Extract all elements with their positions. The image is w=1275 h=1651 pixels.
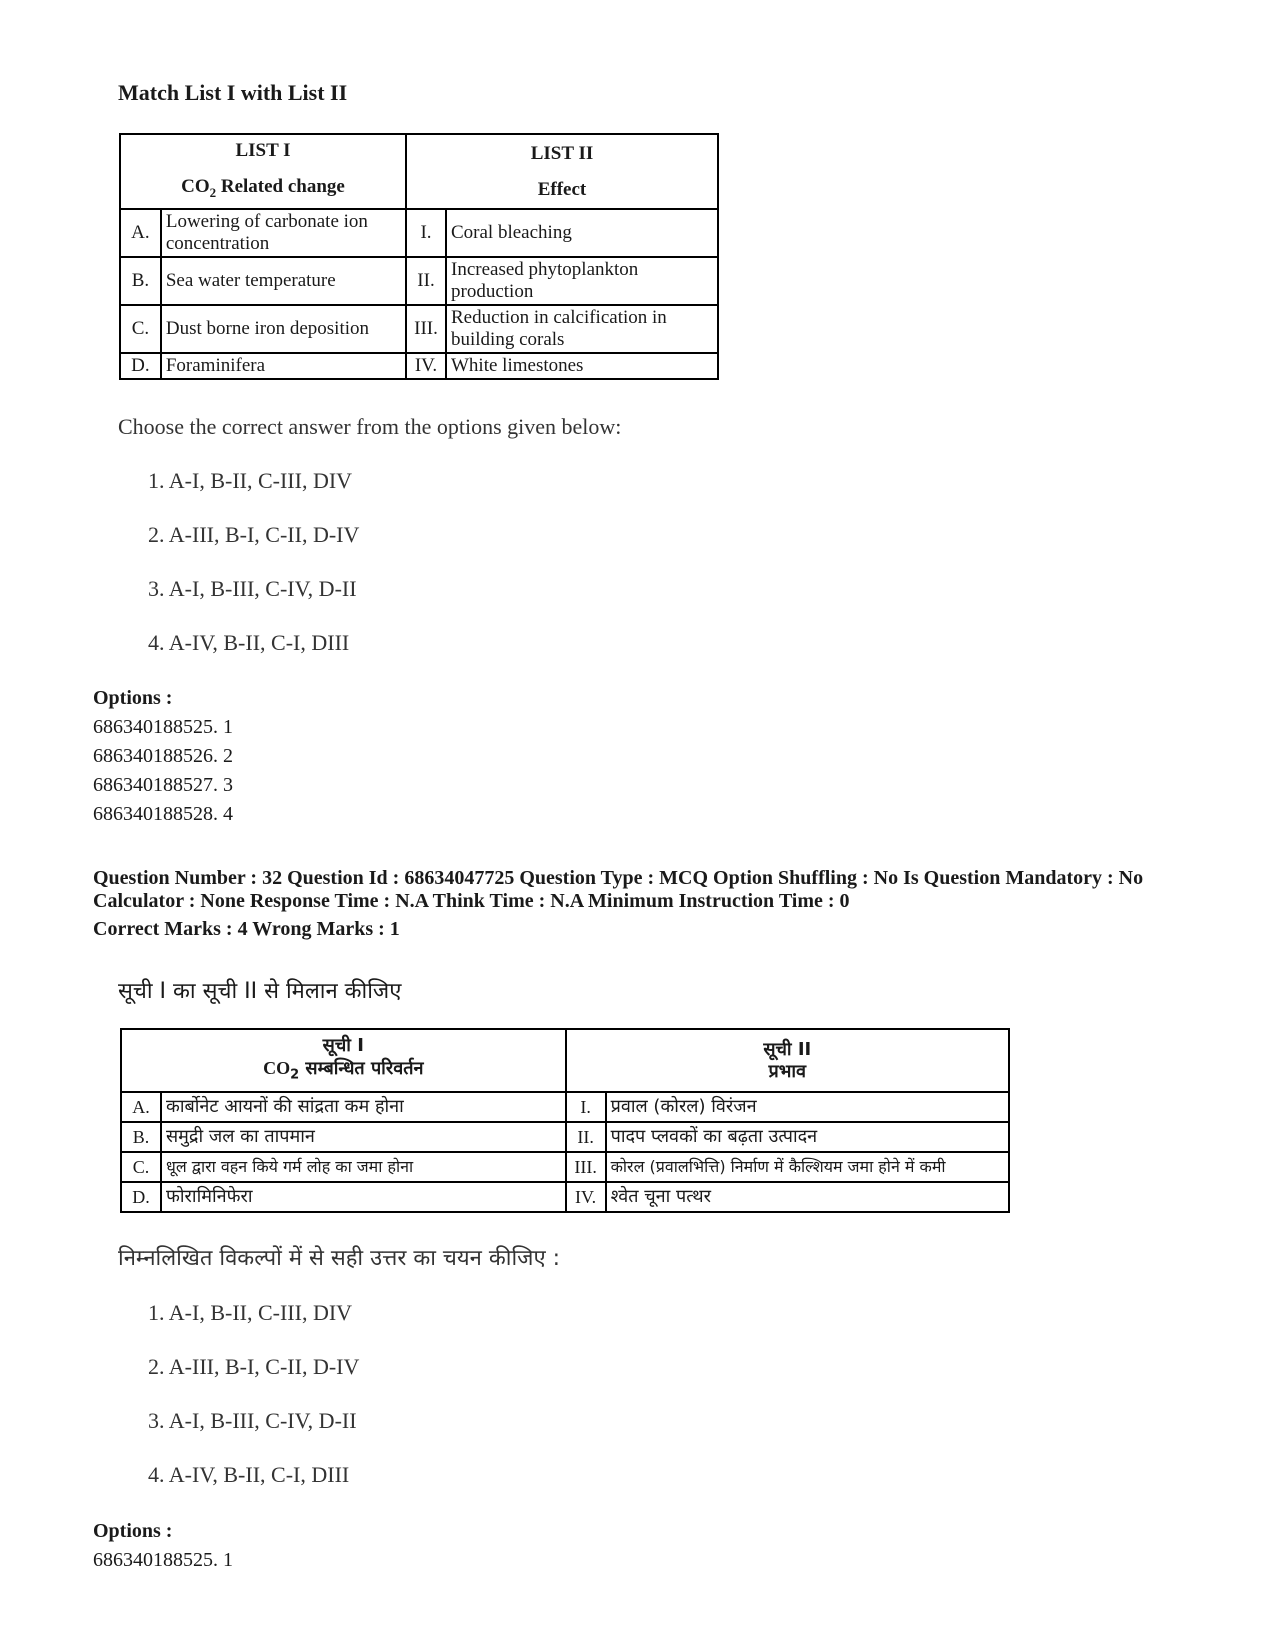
q1-row-c-item: Dust borne iron deposition [161,305,406,353]
table-row [121,1122,1009,1152]
q2-row-ii-item: पादप प्लवकों का बढ़ता उत्पादन [606,1122,1009,1152]
table-row [121,1092,1009,1122]
q2-row-i-key: I. [566,1092,606,1122]
table-row [121,1182,1009,1212]
q1-list2-title: LIST II [530,142,594,164]
q2-answer-1: 1. A-I, B-II, C-III, DIV [148,1300,353,1325]
q1-answer-2: 2. A-III, B-I, C-II, D-IV [148,522,360,547]
q1-row-ii-item: Increased phytoplankton production [446,257,718,305]
q2-row-iii-item: कोरल (प्रवालभित्ति) निर्माण में कैल्शियम जमा होने में कमी [606,1152,1009,1182]
q1-list2-subtitle: Effect [537,178,587,200]
q1-row-iv-key: IV. [406,353,446,379]
q2-row-iv-item: श्वेत चूना पत्थर [606,1182,1009,1212]
q2-row-iv-key: IV. [566,1182,606,1212]
q1-row-a-item: Lowering of carbonate ion concentration [161,209,406,257]
q1-answer-3: 3. A-I, B-III, C-IV, D-II [148,576,357,601]
q2-instruction: निम्नलिखित विकल्पों में से सही उत्तर का चयन कीजिए : [118,1246,561,1271]
q1-list2-header [406,134,718,209]
q1-instruction: Choose the correct answer from the options given below: [118,414,622,439]
q1-answer-4: 4. A-IV, B-II, C-I, DIII [148,630,350,655]
q2-list2-subtitle: प्रभाव [768,1060,807,1082]
q1-list1-header: LIST I $CO_2$ Related change [120,134,406,209]
q2-row-d-item: फोरामिनिफेरा [161,1182,566,1212]
q1-row-b-item: Sea water temperature [161,257,406,305]
q1-list1-co: CO [181,175,210,197]
q1-match-table [119,133,719,380]
q2-list1-title: सूची I [322,1034,364,1056]
q1-answer-1: 1. A-I, B-II, C-III, DIV [148,468,353,493]
q1-row-iii-key: III. [406,305,446,353]
q2-row-c-item: धूल द्वारा वहन किये गर्म लोह का जमा होना [161,1152,566,1182]
q2-row-b-item: समुद्री जल का तापमान [161,1122,566,1152]
table-row [120,305,718,353]
q1-row-a-key: A. [120,209,161,257]
table-row [120,257,718,305]
table-row [121,1152,1009,1182]
q2-answer-2: 2. A-III, B-I, C-II, D-IV [148,1354,360,1379]
q1-options-label: Options : [93,687,173,709]
q2-heading: सूची I का सूची II से मिलान कीजिए [118,979,402,1004]
q1-row-b-key: B. [120,257,161,305]
q1-row-ii-key: II. [406,257,446,305]
q1-row-iv-item: White limestones [446,353,718,379]
q2-list1-header: सूची I $CO_2$ सम्बन्धित परिवर्तन [121,1029,566,1092]
q2-row-i-item: प्रवाल (कोरल) विरंजन [606,1092,1009,1122]
question-meta [93,867,1203,941]
q1-heading: Match List I with List II [118,80,348,105]
q1-list1-title: LIST I [235,139,291,161]
q2-row-ii-key: II. [566,1122,606,1152]
q1-row-i-key: I. [406,209,446,257]
q1-row-d-key: D. [120,353,161,379]
question-meta-line1: Question Number : 32 Question Id : 68634047725 Question Type : MCQ Option Shuffling : No Is Question Mandatory : No Calculator : None Response Time : N.A Think Time : N.A Minimum Instruction Time : 0 [93,867,1144,912]
q2-list1-subtitle: सम्बन्धित परिवर्तन [299,1057,424,1079]
q2-answer-3: 3. A-I, B-III, C-IV, D-II [148,1408,357,1433]
q1-row-i-item: Coral bleaching [446,209,718,257]
q2-options-label: Options : [93,1520,173,1542]
table-row [120,353,718,379]
q2-row-d-key: D. [121,1182,161,1212]
q1-row-c-key: C. [120,305,161,353]
q2-row-iii-key: III. [566,1152,606,1182]
q2-answer-4: 4. A-IV, B-II, C-I, DIII [148,1462,350,1487]
q2-option-1: 686340188525. 1 [93,1549,233,1571]
q2-row-a-item: कार्बोनेट आयनों की सांद्रता कम होना [161,1092,566,1122]
q1-option-2: 686340188526. 2 [93,745,233,767]
q1-row-d-item: Foraminifera [161,353,406,379]
table-row [120,209,718,257]
q1-list1-subtitle: Related change [216,175,345,197]
q2-match-table [120,1028,1010,1213]
q1-option-3: 686340188527. 3 [93,774,233,796]
q2-row-b-key: B. [121,1122,161,1152]
q2-row-c-key: C. [121,1152,161,1182]
q2-list2-header [566,1029,1009,1092]
q2-row-a-key: A. [121,1092,161,1122]
q1-option-4: 686340188528. 4 [93,803,233,825]
q1-option-1: 686340188525. 1 [93,716,233,738]
q2-list2-title: सूची II [763,1038,812,1060]
q2-list1-co: CO [263,1057,291,1078]
question-meta-line2: Correct Marks : 4 Wrong Marks : 1 [93,918,400,940]
q1-row-iii-item: Reduction in calcification in building corals [446,305,718,353]
